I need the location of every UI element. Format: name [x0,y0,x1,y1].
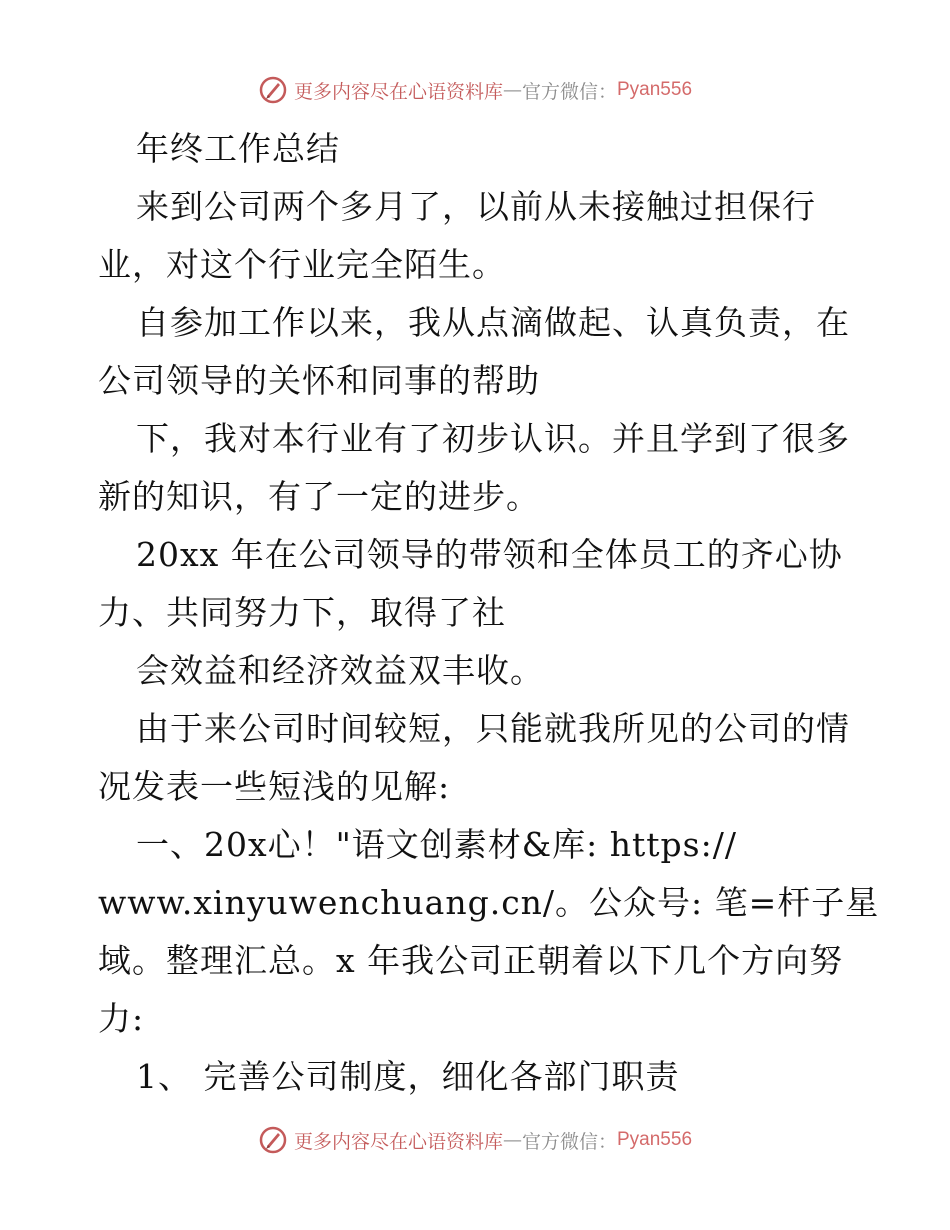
doc-line: 会效益和经济效益双丰收。 [136,651,544,690]
doc-line: 由于来公司时间较短，只能就我所见的公司的情 [136,709,850,748]
banner-official-label: 官方微信： [521,80,617,103]
banner-wechat-id: Pyan556 [617,1129,693,1150]
header-banner [0,70,950,110]
quill-logo-icon [258,75,288,105]
doc-line: 公司领导的关怀和同事的帮助 [98,361,540,400]
doc-line: 新的知识，有了一定的进步。 [98,477,540,516]
doc-title: 年终工作总结 [136,129,340,168]
doc-line: 一、20x心！"语文创素材&库: https:// [136,825,737,864]
banner-brand-text: 更多内容尽在心语资料库 [293,1130,503,1153]
doc-line: 力、共同努力下，取得了社 [98,593,506,632]
footer-banner [0,1120,950,1160]
doc-list-item: 1、 完善公司制度，细化各部门职责 [136,1057,680,1096]
quill-logo-icon [258,1125,288,1155]
doc-line: 况发表一些短浅的见解: [98,767,451,806]
document-body [98,120,880,1106]
doc-line: 20xx 年在公司领导的带领和全体员工的齐心协 [136,535,843,574]
banner-brand-text: 更多内容尽在心语资料库 [293,80,503,103]
banner-dash: — [502,1129,522,1151]
doc-line: 自参加工作以来，我从点滴做起、认真负责，在 [136,303,850,342]
doc-line: 业，对这个行业完全陌生。 [98,245,506,284]
doc-line: 来到公司两个多月了，以前从未接触过担保行 [136,187,816,226]
doc-line: 下，我对本行业有了初步认识。并且学到了很多 [136,419,850,458]
doc-line: www.xinyuwenchuang.cn/。公众号: 笔=杆子星 [98,883,880,922]
banner-dash: — [502,79,522,101]
banner-wechat-id: Pyan556 [617,79,693,100]
doc-line: 域。整理汇总。x 年我公司正朝着以下几个方向努 [98,941,844,980]
doc-line: 力: [98,999,145,1038]
banner-official-label: 官方微信： [521,1130,617,1153]
